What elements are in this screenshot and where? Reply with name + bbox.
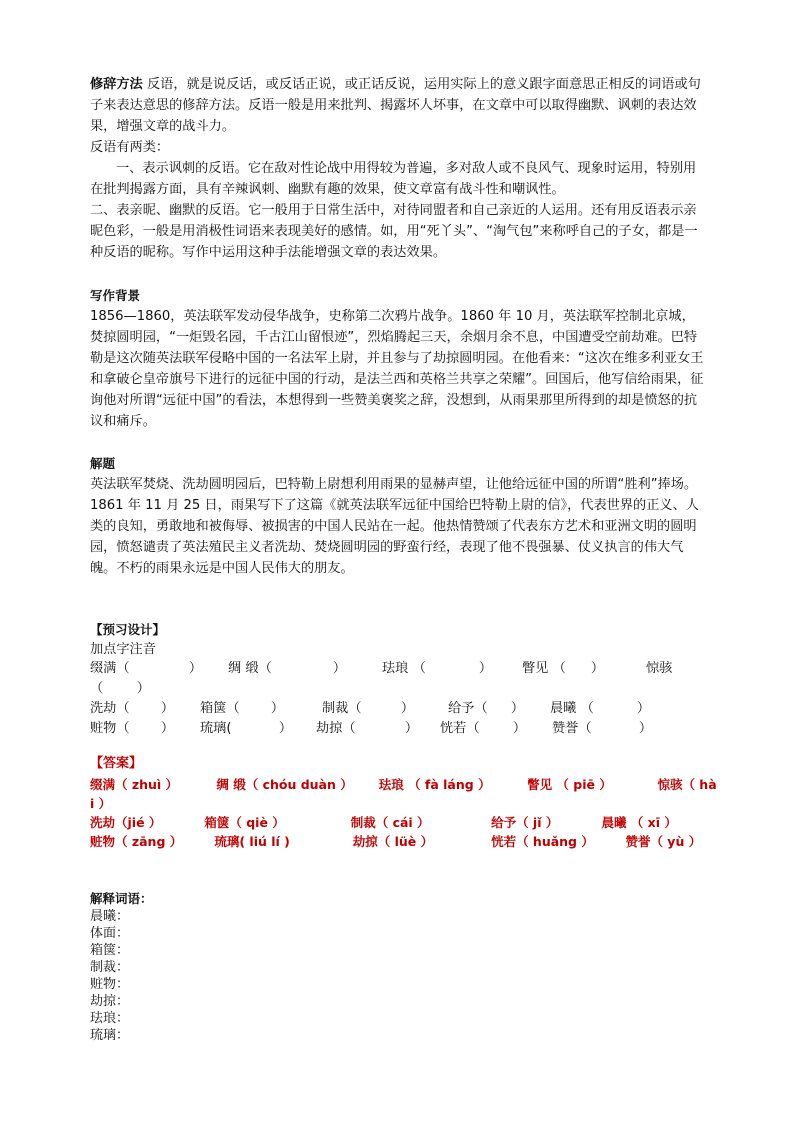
- preview-row-1b: （ ）: [90, 681, 150, 696]
- vocab-item: 劫掠：: [90, 994, 130, 1009]
- vocab-title: 解释词语：: [90, 891, 153, 906]
- answer-item: 赞誉（ yù ）: [625, 834, 702, 849]
- answers-title: 【答案】: [90, 756, 143, 771]
- preview-row-1: 缀满（ ） 绸 缎（ ） 珐琅 （ ） 瞥见 （ ） 惊骇: [90, 659, 706, 679]
- rhetoric-paragraph-4: 二、表亲昵、幽默的反语。它一般用于日常生活中，对待同盟者和自己亲近的人运用。还有用反语表示亲昵色彩，一般是用消极性词语来表现美好的感情。如，用“死丫头”、“淘气包”来称呼自己的子女，都是一种反语的昵称。写作中运用这种手法能增强文章的表达效果。: [90, 203, 698, 260]
- answers-row-3: [90, 832, 706, 851]
- preview-item: 珐琅 （: [382, 661, 426, 676]
- answer-item: 劫掠（ lüè ）: [352, 834, 434, 849]
- answer-item: 缀满（ zhuì ）: [90, 777, 179, 792]
- vocab-item: 晨曦：: [90, 909, 130, 924]
- preview-item: 恍若（: [440, 721, 480, 736]
- rhetoric-paragraph-2: 反语有两类：: [90, 140, 170, 155]
- answers-row-1b: i ）: [90, 796, 112, 811]
- answer-item: 珐琅 （ fà láng ）: [378, 777, 491, 792]
- answers-row-2: [90, 813, 706, 832]
- answer-item: 琉璃( liú lí ): [214, 834, 290, 849]
- document-page: [90, 74, 717, 1044]
- rhetoric-paragraph-3: 一、表示讽刺的反语。它在敌对性论战中用得较为普遍，多对敌人或不良风气、现象时运用，特别用在批判揭露方面，具有辛辣讽刺、幽默有趣的效果，使文章富有战斗性和嘲讽性。: [90, 161, 697, 197]
- preview-item: 琉璃(: [200, 721, 232, 736]
- vocab-item: 制裁：: [90, 960, 130, 975]
- preview-item: 绸 缎（: [228, 661, 272, 676]
- vocab-item: 箱箧：: [90, 943, 130, 958]
- preview-row-3: 赃物（ ） 琉璃( ） 劫掠（ ） 恍若（ ） 赞誉（ ）: [90, 719, 706, 739]
- answer-item: 瞥见 （ piē ）: [527, 777, 612, 792]
- answer-item: 惊骇（ hà: [657, 777, 717, 792]
- preview-item: 晨曦 （: [550, 701, 594, 716]
- preview-item: 赞誉（: [552, 721, 592, 736]
- preview-item: 缀满（: [90, 661, 130, 676]
- answer-item: 赃物（ zāng ）: [90, 834, 183, 849]
- vocab-item: 体面：: [90, 926, 130, 941]
- preview-item: 给予（: [448, 701, 488, 716]
- answer-item: 晨曦 （ xī ）: [601, 815, 677, 830]
- preview-item: 惊骇: [646, 661, 673, 676]
- analysis-title: 解题: [90, 456, 116, 471]
- background-paragraph: 1856—1860，英法联军发动侵华战争，史称第二次鸦片战争。1860 年 10 月，英法联军控制北京城，焚掠圆明园，“一炬毁名园，千古江山留恨迹”，烈焰腾起三天，余烟月余不息，中国遭受空前劫难。巴特勒是这次随英法联军侵略中国的一名法军上尉，并且参与了劫掠圆明园。在他看来：“这次在维多利亚女王和拿破仑皇帝旗号下进行的远征中国的行动，是法兰西和英格兰共享之荣耀”。回国后，他写信给雨果，征询他对所谓“远征中国”的看法，本想得到一些赞美褒奖之辞，没想到，从雨果那里所得到的却是愤怒的抗议和痛斥。: [90, 309, 704, 429]
- answer-item: 恍若（ huǎng ）: [491, 834, 594, 849]
- rhetoric-label: 修辞方法: [90, 77, 143, 92]
- preview-row-2: 洗劫（ ） 箱箧（ ） 制裁（ ） 给予（ ） 晨曦 （ ）: [90, 699, 706, 719]
- vocab-list: [90, 908, 706, 1044]
- preview-item: 瞥见 （: [522, 661, 566, 676]
- vocab-item: 珐琅：: [90, 1011, 130, 1026]
- answer-item: 制裁（ cái ）: [350, 815, 430, 830]
- vocab-item: 琉璃：: [90, 1028, 130, 1043]
- preview-item: 制裁（: [322, 701, 362, 716]
- answer-item: 洗劫（jié ）: [90, 815, 162, 830]
- preview-item: 劫掠（: [316, 721, 356, 736]
- preview-item: 赃物（: [90, 721, 130, 736]
- analysis-paragraph: 英法联军焚烧、洗劫圆明园后，巴特勒上尉想利用雨果的显赫声望，让他给远征中国的所谓“胜利”捧场。1861 年 11 月 25 日，雨果写下了这篇《就英法联军远征中国给巴特勒上尉的信》，代表世界的正义、人类的良知，勇敢地和被侮辱、被损害的中国人民站在一起。他热情赞颂了代表东方艺术和亚洲文明的圆明园，愤怒谴责了英法殖民主义者洗劫、焚烧圆明园的野蛮行经，表现了他不畏强暴、仗义执言的伟大气魄。不朽的雨果永远是中国人民伟大的朋友。: [90, 477, 699, 576]
- background-title: 写作背景: [90, 288, 141, 303]
- answers-row-1: [90, 775, 717, 794]
- preview-title: 【预习设计】: [90, 622, 166, 637]
- preview-item: 洗劫（: [90, 701, 130, 716]
- answer-item: 绸 缎（ chóu duàn ）: [216, 777, 353, 792]
- preview-item: 箱箧（: [200, 701, 240, 716]
- answer-item: 给予（ jǐ ）: [491, 815, 559, 830]
- answer-item: 箱箧（ qiè ）: [204, 815, 285, 830]
- preview-subtitle: 加点字注音: [90, 642, 156, 657]
- rhetoric-paragraph-1: 修辞方法 反语，就是说反话，或反话正说，或正话反说，运用实际上的意义跟字面意思正相反的词语或句子来表达意思的修辞方法。反语一般是用来批判、揭露坏人坏事，在文章中可以取得幽默、讽刺的表达效果，增强文章的战斗力。: [90, 77, 701, 134]
- vocab-item: 赃物：: [90, 977, 130, 992]
